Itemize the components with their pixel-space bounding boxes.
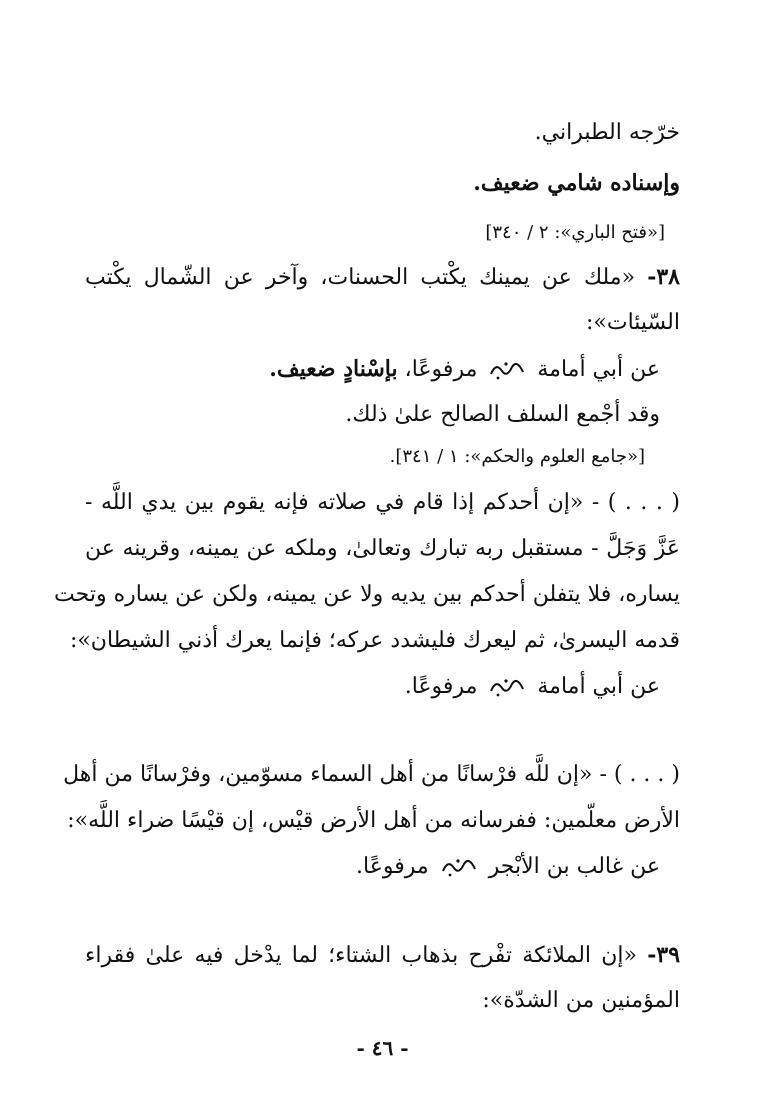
hadith-a-line-4: قدمه اليسرىٰ، ثم ليعرك فليشدد عركه؛ فإنما يعرك أذني الشيطان»: bbox=[69, 628, 680, 653]
hadith-number: ٣٨- bbox=[647, 264, 680, 290]
narration-status: مرفوعًا. bbox=[356, 854, 429, 879]
hadith-a-line-1: ( . . . ) - «إن أحدكم إذا قام في صلاته فإنه يقوم بين يدي اللَّه - bbox=[85, 490, 680, 515]
hadith-number: ٣٩- bbox=[647, 942, 681, 968]
hadith-b-line-2: الأرض معلّمين: ففرسانه من أهل الأرض قيْس، إن قيْسًا ضراء اللَّه»: bbox=[67, 808, 680, 833]
hadith-text: «ملك عن يمينك يكْتب الحسنات، وآخر عن الشّمال يكْتب bbox=[85, 265, 636, 290]
text-line-2: وإسناده شامي ضعيف. bbox=[473, 170, 680, 196]
narrator-text: عن أبي أمامة bbox=[537, 357, 660, 382]
narrator-text: عن أبي أمامة bbox=[537, 674, 660, 699]
text-line-1: خرّجه الطبراني. bbox=[534, 120, 680, 145]
honorific-seal-icon bbox=[488, 676, 526, 698]
narration-status: مرفوعًا. bbox=[404, 674, 478, 699]
narration-line-2 bbox=[85, 672, 660, 702]
narration-line-1 bbox=[85, 354, 660, 385]
reference-line-2: [«جامع العلوم والحكم»: ١ / ٣٤١]. bbox=[389, 446, 645, 467]
narrator-text: عن غالب بن الأبْجر bbox=[488, 854, 660, 879]
reference-line-1: [«فتح الباري»: ٢ / ٣٤٠] bbox=[485, 222, 665, 243]
honorific-seal-icon bbox=[440, 856, 478, 878]
narration-line-3 bbox=[85, 852, 660, 882]
honorific-seal-icon bbox=[488, 359, 526, 381]
narration-status: مرفوعًا، bbox=[404, 357, 478, 382]
hadith-text: «إن الملائكة تفْرح بذهاب الشتاء؛ لما يدْخل فيه علىٰ فقراء bbox=[85, 943, 637, 968]
hadith-38-line-1 bbox=[85, 262, 680, 293]
isnad-grade: بإسْنادٍ ضعيف. bbox=[269, 356, 398, 382]
hadith-a-line-2: عَزَّ وَجَلَّ - مستقبل ربه تبارك وتعالىٰ، وملكه عن يمينه، وقرينه عن bbox=[85, 536, 680, 561]
hadith-39-line-2: المؤمنين من الشدّة»: bbox=[482, 988, 680, 1013]
hadith-38-line-2: السّيئات»: bbox=[585, 310, 680, 335]
hadith-39-line-1 bbox=[85, 940, 680, 971]
hadith-a-line-3: يساره، فلا يتفلن أحدكم بين يديه ولا عن يمينه، ولكن عن يساره وتحت bbox=[54, 582, 680, 607]
hadith-b-line-1: ( . . . ) - «إن للَّه فرْسانًا من أهل السماء مسوّمين، وفرْسانًا من أهل bbox=[63, 762, 680, 787]
page-number: - ٤٦ - bbox=[356, 1036, 409, 1060]
text-line-consensus: وقد أجْمع السلف الصالح علىٰ ذلك. bbox=[345, 402, 660, 427]
